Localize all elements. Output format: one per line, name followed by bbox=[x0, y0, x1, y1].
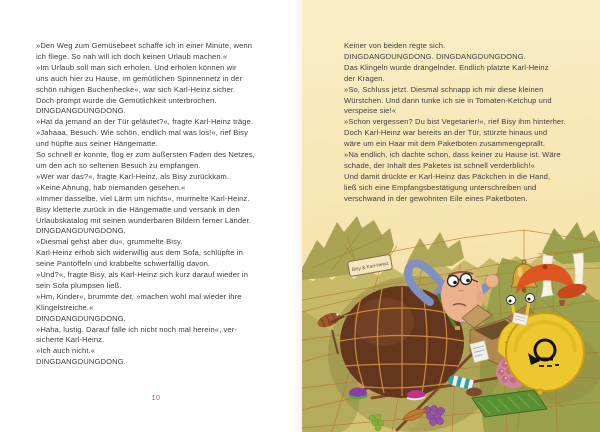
spider-fist bbox=[486, 275, 499, 288]
story-line: seine Pantoffeln und krabbelte schwerfällig davon. bbox=[36, 259, 211, 269]
story-line: sein Sofa plumpsen ließ. bbox=[36, 280, 122, 290]
story-line: Doch Karl-Heinz war bereits an der Tür, stürzte hinaus und bbox=[344, 128, 548, 138]
story-text-left bbox=[36, 41, 276, 368]
story-line: »Immer dasselbe, viel Lärm um nichts«, murmelte Karl-Heinz. bbox=[36, 193, 250, 203]
story-line: DINGDANGDUNGDONG. DINGDANGDUNGDONG. bbox=[344, 51, 526, 61]
story-line: »Hm, Kinder«, brummte der, »machen wohl mal wieder ihre bbox=[36, 291, 242, 301]
story-line: DINGDANGDUNGDONG. bbox=[36, 357, 126, 367]
page-number: 10 bbox=[151, 395, 161, 402]
sign-text: Bisy & Karl-Heinz bbox=[351, 261, 390, 274]
sandal bbox=[466, 388, 482, 397]
story-line: DINGDANGDUNGDONG. bbox=[36, 226, 126, 236]
suspender-clip bbox=[455, 326, 460, 330]
story-line: verspeise sie!« bbox=[344, 106, 397, 116]
story-line: verschwand in der gewohnten Eile eines Paketboten. bbox=[344, 193, 528, 203]
story-line: der Kragen. bbox=[344, 73, 385, 83]
story-text-right bbox=[344, 41, 584, 205]
slipper-magenta bbox=[407, 390, 425, 400]
story-line: »Im Urlaub soll man sich erholen. Und erholen können wir bbox=[36, 62, 237, 72]
story-line: um den ach so seltenen Besuch zu empfangen. bbox=[36, 160, 201, 170]
story-line: Das Klingeln wurde drängelnder. Endlich platzte Karl-Heinz bbox=[344, 62, 549, 72]
story-line: »Na endlich, ich dachte schon, dass keiner zu Hause ist. Wäre bbox=[344, 150, 561, 160]
right-page bbox=[302, 0, 600, 432]
shell-foot-dot bbox=[537, 389, 543, 395]
pupil-right bbox=[466, 279, 470, 283]
story-line: ich fliege. So nah will ich doch keinen Urlaub machen.« bbox=[36, 51, 228, 61]
story-line: »Haha, lustig. Darauf falle ich nicht noch mal herein«, ver- bbox=[36, 324, 238, 334]
story-line: Karl-Heinz erhob sich widerwillig aus dem Sofa, schlüpfte in bbox=[36, 248, 243, 258]
story-line: »Hat da jemand an der Tür geläutet?«, fragte Karl-Heinz träge. bbox=[36, 117, 254, 127]
story-line: »Jahaaa, Besuch. Wie schön, endlich mal was los!«, rief Bisy bbox=[36, 128, 248, 138]
story-line: »Schon vergessen? Du bist Vegetarier!«, rief Bisy ihm hinterher. bbox=[344, 117, 566, 127]
story-line: »So, Schluss jetzt. Diesmal schnapp ich mir diese kleinen bbox=[344, 84, 544, 94]
story-line: Würstchen. Und dann tunke ich sie in Tomaten-Ketchup und bbox=[344, 95, 552, 105]
story-line: wäre um ein Haar mit dem Paketboten zusammengeprallt. bbox=[344, 139, 546, 149]
story-line: Klingelstreiche.« bbox=[36, 302, 94, 312]
pupil-left bbox=[453, 281, 457, 285]
story-line: Doch prompt wurde die Gemütlichkeit unterbrochen. bbox=[36, 95, 217, 105]
story-line: Urlaubskatalog mit seinen wunderbaren Bildern ferner Länder. bbox=[36, 215, 251, 225]
story-line: »Diesmal gehst aber du«, grummelte Bisy. bbox=[36, 237, 183, 247]
sneaker-purple bbox=[349, 388, 367, 399]
story-line: Bisy kletterte zurück in die Hängematte und versank in den bbox=[36, 204, 240, 214]
story-line: »Wer war das?«, fragte Karl-Heinz, als Bisy zurückkam. bbox=[36, 171, 230, 181]
story-line: »Den Weg zum Gemüsebeet schaffe ich in einer Minute, wenn bbox=[36, 41, 253, 50]
snail-shell bbox=[506, 313, 584, 391]
story-line: sicherte Karl-Heinz. bbox=[36, 335, 105, 345]
story-line: »Keine Ahnung, hab niemanden gesehen.« bbox=[36, 182, 186, 192]
story-line: »Und?«, fragte Bisy, als Karl-Heinz sich kurz darauf wieder in bbox=[36, 270, 249, 280]
story-line: und hüpfte aus seiner Hängematte. bbox=[36, 139, 158, 149]
story-line: DINGDANGDUNGDONG. bbox=[36, 106, 126, 116]
story-line: Und damit drückte er Karl-Heinz das Päckchen in die Hand, bbox=[344, 171, 551, 181]
story-line: Keiner von beiden regte sich. bbox=[344, 41, 446, 50]
story-line: DINGDANGDUNGDONG. bbox=[36, 313, 126, 323]
story-line: ließ sich eine Empfangsbestätigung unterschreiben und bbox=[344, 182, 537, 192]
story-line: So schnell er konnte, flog er zum äußersten Faden des Netzes, bbox=[36, 150, 255, 160]
story-line: schön ruhigen Buchenhecke«, war sich Karl-Heinz sicher. bbox=[36, 84, 236, 94]
story-line: »Ich auch nicht.« bbox=[36, 346, 96, 356]
story-line: schade, der Inhalt des Paketes ist schnell verderblich!« bbox=[344, 160, 535, 170]
story-line: uns auch hier zu Hause, im gemütlichen Spinnennetz in der bbox=[36, 73, 243, 83]
